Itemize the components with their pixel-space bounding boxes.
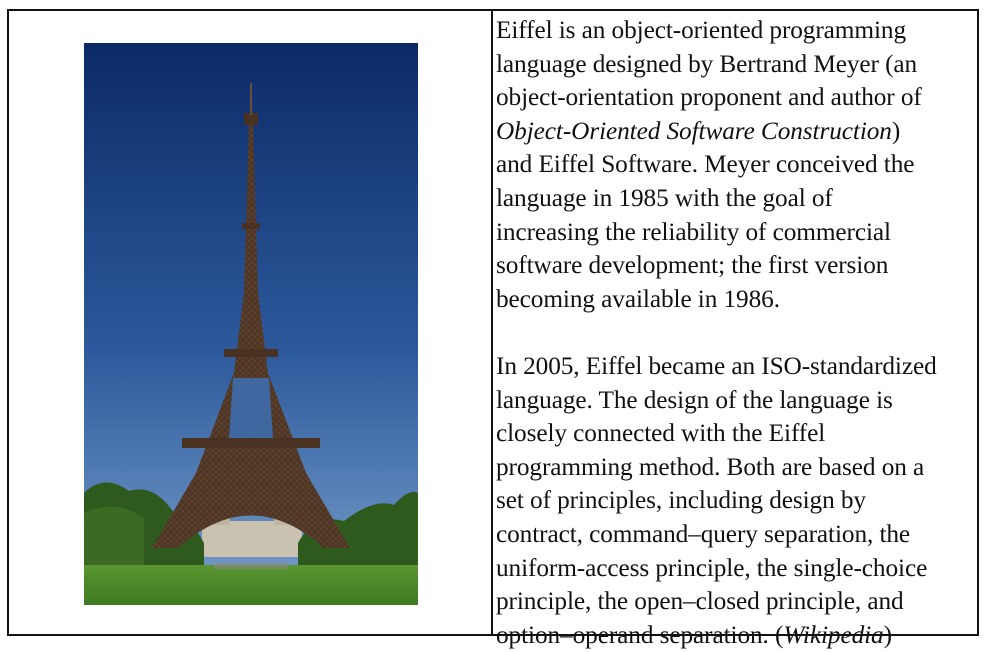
text-line: In 2005, Eiffel became an ISO-standardized (496, 351, 937, 380)
text-line: Eiffel is an object-oriented programming (496, 16, 906, 44)
article-text (496, 14, 974, 652)
text-line: language designed by Bertrand Meyer (an (496, 49, 918, 78)
text-line: programming method. Both are based on a (496, 452, 925, 481)
text-line (496, 619, 974, 652)
eiffel-tower-photo (84, 43, 418, 605)
text-line: and Eiffel Software. Meyer conceived the (496, 150, 915, 179)
text-line: becoming available in 1986. (496, 284, 780, 313)
text-line: principle, the open–closed principle, and (496, 587, 904, 616)
text-line (496, 115, 974, 149)
image-cell (9, 11, 493, 634)
text-line: software development; the first version (496, 251, 889, 280)
text-fragment: option–operand separation. ( (496, 620, 784, 649)
source-citation: Wikipedia (783, 620, 884, 649)
text-line: object-orientation proponent and author of (496, 83, 922, 112)
text-fragment: ) (883, 620, 892, 649)
text-line: closely connected with the Eiffel (496, 419, 826, 448)
table-frame (7, 9, 979, 649)
text-line: language in 1985 with the goal of (496, 183, 833, 212)
paragraph-2 (496, 350, 974, 652)
book-title: Object-Oriented Software Construction (496, 116, 892, 145)
text-line: increasing the reliability of commercial (496, 217, 891, 246)
text-line: language. The design of the language is (496, 385, 893, 414)
text-cell (493, 11, 977, 649)
paragraph-1 (496, 14, 974, 316)
text-line: set of principles, including design by (496, 486, 866, 515)
text-fragment: ) (891, 116, 901, 145)
text-line: uniform-access principle, the single-choice (496, 553, 928, 582)
text-line: contract, command–query separation, the (496, 519, 911, 548)
eiffel-tower-illustration (84, 43, 418, 605)
